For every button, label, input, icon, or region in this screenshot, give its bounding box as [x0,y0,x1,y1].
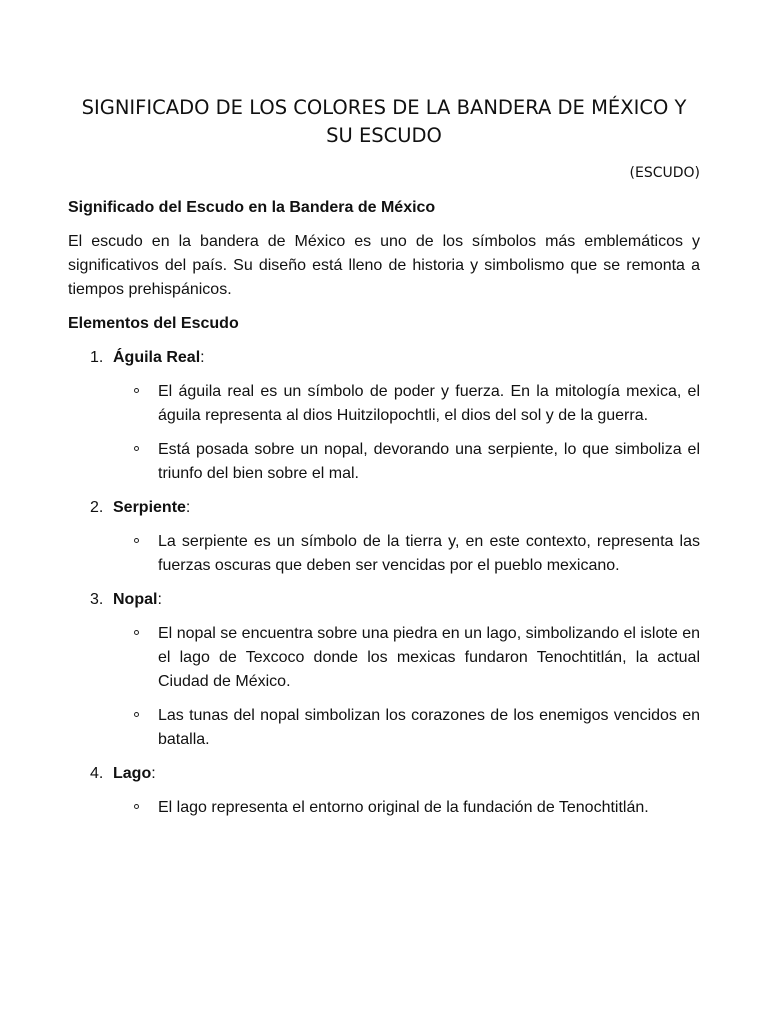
element-item [68,496,700,578]
element-colon: : [151,765,156,782]
point-item [68,380,700,428]
elements-list [68,346,700,820]
point-text: El nopal se encuentra sobre una piedra en un lago, simbolizando el islote en el lago de Texcoco donde los mexicas fundaron Tenochtitlán, la actual Ciudad de México. [158,625,700,690]
circle-bullet-icon [134,388,139,393]
point-text: Está posada sobre un nopal, devorando una serpiente, lo que simboliza el triunfo del bien sobre el mal. [158,441,700,482]
point-item [68,704,700,752]
circle-bullet-icon [134,446,139,451]
element-number: 2. [90,499,104,516]
elements-heading: Elementos del Escudo [68,315,239,332]
circle-bullet-icon [134,804,139,809]
element-points [68,380,700,486]
element-heading [68,762,700,786]
point-item [68,438,700,486]
element-item [68,588,700,752]
circle-bullet-icon [134,538,139,543]
element-label: Serpiente [113,499,186,516]
intro-paragraph: El escudo en la bandera de México es uno de los símbolos más emblemáticos y significativos del país. Su diseño está lleno de historia y simbolismo que se remonta a tiempos prehispánicos. [68,233,700,298]
element-item [68,346,700,486]
element-label: Lago [113,765,152,782]
point-item [68,796,700,820]
element-points [68,796,700,820]
point-text: El lago representa el entorno original de la fundación de Tenochtitlán. [158,799,649,816]
point-text: Las tunas del nopal simbolizan los corazones de los enemigos vencidos en batalla. [158,707,700,748]
element-item [68,762,700,820]
circle-bullet-icon [134,712,139,717]
document-subtitle: (ESCUDO) [629,165,700,181]
section-heading: Significado del Escudo en la Bandera de México [68,199,436,216]
circle-bullet-icon [134,630,139,635]
point-text: El águila real es un símbolo de poder y fuerza. En la mitología mexica, el águila representa al dios Huitzilopochtli, el dios del sol y de la guerra. [158,383,700,424]
element-label: Nopal [113,591,158,608]
element-colon: : [157,591,162,608]
element-number: 3. [90,591,104,608]
element-points [68,622,700,752]
element-colon: : [200,349,205,366]
point-item [68,622,700,694]
point-text: La serpiente es un símbolo de la tierra y, en este contexto, representa las fuerzas oscuras que deben ser vencidas por el pueblo mexicano. [158,533,700,574]
element-points [68,530,700,578]
point-item [68,530,700,578]
element-heading [68,496,700,520]
element-heading [68,588,700,612]
element-colon: : [185,499,191,516]
element-number: 1. [90,349,104,366]
element-number: 4. [90,765,104,782]
element-label: Águila Real [113,349,201,366]
document-title: SIGNIFICADO DE LOS COLORES DE LA BANDERA DE MÉXICO Y SU ESCUDO [81,96,687,147]
element-heading [68,346,700,370]
